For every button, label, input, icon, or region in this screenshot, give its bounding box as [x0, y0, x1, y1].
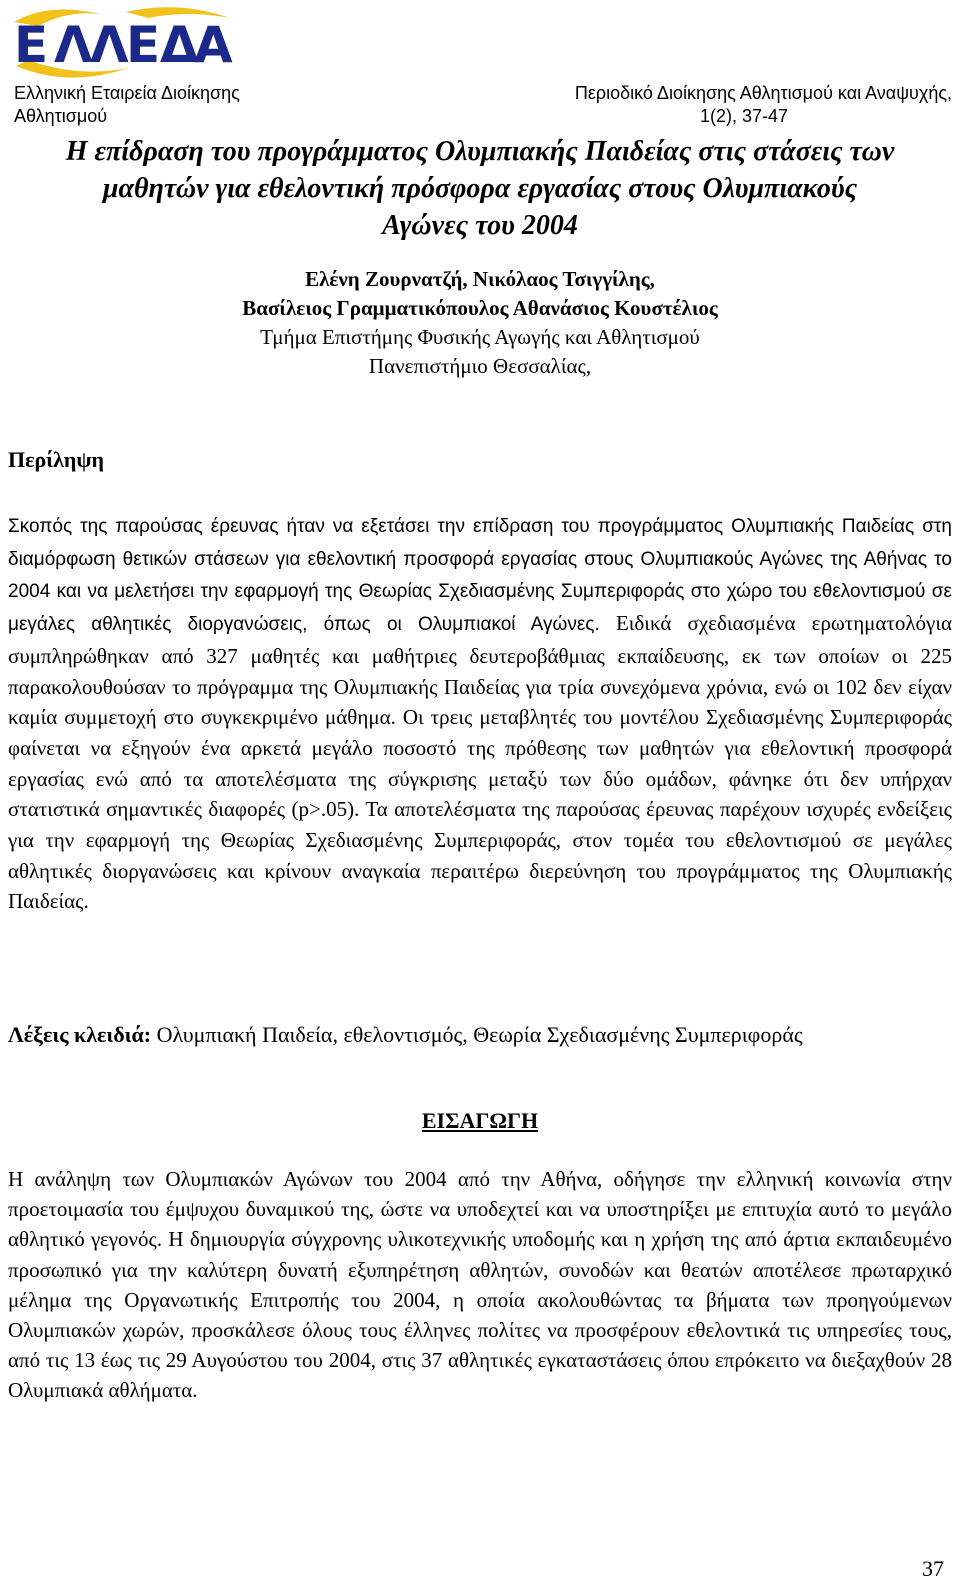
introduction-heading: ΕΙΣΑΓΩΓΗ: [421, 1108, 539, 1133]
page-number: 37: [922, 1556, 944, 1581]
paper-title-line2: μαθητών για εθελοντική πρόσφορα εργασίας στους Ολυμπιακούς: [102, 173, 858, 204]
keywords: [8, 1019, 952, 1050]
journal-name: Περιοδικό Διοίκησης Αθλητισμού και Αναψυχής,: [574, 83, 952, 103]
authors-line2: Βασίλειος Γραμματικόπουλος Αθανάσιος Κουστέλιος: [242, 296, 718, 320]
affiliation-university: Πανεπιστήμιο Θεσσαλίας,: [368, 354, 592, 378]
logo-letter-d: Δ: [160, 16, 199, 74]
introduction-paragraph: Η ανάληψη των Ολυμπιακών Αγώνων του 2004 από την Αθήνα, οδήγησε την ελληνική κοινωνία στην προετοιμασία του έμψυχου δυναμικού της, ώστε να υποδεχτεί και να υποστηρίξει με επιτυχία αυτό το μεγάλο αθλητικό γεγονός. Η δημιουργία σύγχρονης υλικοτεχνικής υποδομής και η χρήση της από άρτια εκπαιδευμένο προσωπικό για την καλύτερη δυνατή εξυπηρέτηση αθλητών, συνοδών και θεατών αποτέλεσε πρωταρχικό μέλημα της Οργανωτικής Επιτροπής του 2004, η οποία ακολουθώντας τα βήματα των προηγούμενων Ολυμπιακών χωρών, προσκάλεσε όλους τους έλληνες πολίτες να προσφέρουν εθελοντικά τις υπηρεσίες τους, από τις 13 έως τις 29 Αυγούστου του 2004, στις 37 αθλητικές εγκαταστάσεις όπου επρόκειτο να διεξαχθούν 28 Ολυμπιακά αθλήματα.: [8, 1167, 952, 1403]
journal-citation: [400, 82, 952, 128]
authors-line1: Ελένη Ζουρνατζή, Νικόλαος Τσιγγίλης,: [305, 267, 655, 291]
keywords-text: Ολυμπιακή Παιδεία, εθελοντισμός, Θεωρία Σχεδιασμένης Συμπεριφοράς: [156, 1022, 803, 1047]
logo-letter-e: Ε: [14, 16, 49, 74]
abstract-body: [8, 510, 952, 917]
society-name-line2: Αθλητισμού: [14, 106, 108, 126]
paper-title-line1: Η επίδραση του προγράμματος Ολυμπιακής Παιδείας στις στάσεις των: [65, 136, 895, 167]
society-name-line1: Ελληνική Εταιρεία Διοίκησης: [14, 83, 240, 103]
paper-title-line3: Αγώνες του 2004: [382, 210, 578, 241]
logo-letter-l1: Λ: [54, 16, 93, 74]
journal-volume-pages: 1(2), 37-47: [700, 106, 789, 126]
logo-graphic: [8, 4, 234, 82]
abstract-heading: Περίληψη: [8, 447, 105, 472]
abstract-text-part1: Σκοπός της παρούσας έρευνας ήταν να εξετάσει την επίδραση του προγράμματος Ολυμπιακής Παιδείας στη διαμόρφωση θετικών στάσεων για εθελοντική προσφορά εργασίας στους Ολυμπιακούς Αγώνες της Αθήνας το 2004 και να μελετήσει την εφαρμογή της Θεωρίας Σχεδιασμένης Συμπεριφοράς στο χώρο του εθελοντισμού σε μεγάλες αθλητικές διοργανώσεις, όπως οι Ολυμπιακοί Αγώνες.: [8, 516, 952, 636]
logo-letter-a: Α: [194, 16, 233, 74]
keywords-label: Λέξεις κλειδιά:: [8, 1022, 152, 1047]
affiliation-department: Τμήμα Επιστήμης Φυσικής Αγωγής και Αθλητισμού: [260, 325, 700, 349]
ellheda-logo: [8, 4, 234, 82]
logo-letter-e2: Ε: [126, 16, 161, 74]
author-block: [6, 265, 954, 381]
paper-title: [6, 133, 954, 244]
logo-letter-l2: Λ: [90, 16, 129, 74]
society-name: [14, 82, 314, 128]
abstract-text-part2: Ειδικά σχεδιασμένα ερωτηματολόγια συμπληρώθηκαν από 327 μαθητές και μαθήτριες δευτεροβάθμιας εκπαίδευσης, εκ των οποίων οι 225 παρακολουθούσαν το πρόγραμμα της Ολυμπιακής Παιδείας για τρία συνεχόμενα χρόνια, ενώ οι 102 δεν είχαν καμία συμμετοχή στο συγκεκριμένο μάθημα. Οι τρεις μεταβλητές του μοντέλου Σχεδιασμένης Συμπεριφοράς φαίνεται να εξηγούν ένα αρκετά μεγάλο ποσοστό της πρόθεσης των μαθητών για εθελοντική προσφορά εργασίας ενώ από τα αποτελέσματα της σύγκρισης μεταξύ των δύο ομάδων, φάνηκε ότι δεν υπήρχαν στατιστικά σημαντικές διαφορές (p>.05). Τα αποτελέσματα της παρούσας έρευνας παρέχουν ισχυρές ενδείξεις για την εφαρμογή της Θεωρίας Σχεδιασμένης Συμπεριφοράς, στον τομέα του εθελοντισμού σε μεγάλες αθλητικές διοργανώσεις και κρίνουν αναγκαία περαιτέρω διερεύνηση του προγράμματος της Ολυμπιακής Παιδείας.: [8, 611, 952, 914]
